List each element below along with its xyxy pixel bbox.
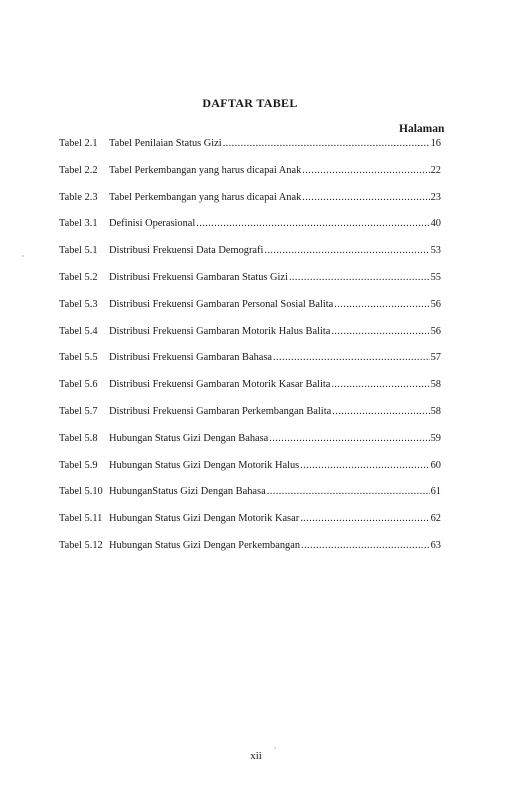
page-title: DAFTAR TABEL xyxy=(202,96,298,110)
scan-speck xyxy=(22,255,24,257)
list-item[interactable] xyxy=(59,218,441,245)
scan-speck xyxy=(274,747,276,749)
list-item[interactable] xyxy=(59,406,441,433)
table-title: Distribusi Frekuensi Gambaran Motorik Kasar Balita xyxy=(109,379,331,391)
table-title: Tabel Penilaian Status Gizi xyxy=(109,138,222,149)
table-number: Tabel 5.2 xyxy=(59,271,98,283)
table-number: Tabel 5.7 xyxy=(59,405,98,417)
table-number: Tabel 2.2 xyxy=(59,164,98,176)
dot-leader xyxy=(289,272,430,283)
dot-leader xyxy=(300,513,429,524)
list-item[interactable] xyxy=(59,352,441,379)
table-title: Distribusi Frekuensi Gambaran Perkembangan Balita xyxy=(109,405,332,417)
list-item[interactable] xyxy=(59,379,441,406)
table-title: Distribusi Frekuensi Gambaran Bahasa xyxy=(109,352,273,364)
dot-leader xyxy=(334,299,429,310)
table-page-number: 16 xyxy=(430,138,441,149)
table-page-number: 61 xyxy=(430,486,441,498)
table-page-number: 55 xyxy=(430,271,441,283)
dot-leader xyxy=(223,138,430,149)
table-page-number: 40 xyxy=(430,218,441,230)
list-item[interactable] xyxy=(59,245,441,272)
table-title: Distribusi Frekuensi Gambaran Personal Sosial Balita xyxy=(109,298,334,310)
dot-leader xyxy=(269,433,429,444)
table-title: Tabel Perkembangan yang harus dicapai Anak xyxy=(109,164,302,176)
table-page-number: 53 xyxy=(430,245,441,257)
table-number: Tabel 5.3 xyxy=(59,298,98,310)
table-number: Tabel 5.9 xyxy=(59,459,98,471)
table-title: Hubungan Status Gizi Dengan Perkembangan xyxy=(109,539,301,551)
table-page-number: 60 xyxy=(430,459,441,471)
table-title: Hubungan Status Gizi Dengan Motorik Kasar xyxy=(109,513,300,525)
page-column-header: Halaman xyxy=(399,123,445,135)
table-number: Tabel 5.4 xyxy=(59,325,98,337)
list-item[interactable] xyxy=(59,138,441,165)
list-item[interactable] xyxy=(59,299,441,326)
table-page-number: 56 xyxy=(430,298,441,310)
table-number: Tabel 2.1 xyxy=(59,138,98,149)
table-number: Tabel 5.12 xyxy=(59,539,103,551)
table-page-number: 58 xyxy=(430,405,441,417)
table-number: Tabel 5.8 xyxy=(59,432,98,444)
page-number: xii xyxy=(250,750,262,762)
table-number: Tabel 5.5 xyxy=(59,352,98,364)
table-title: Distribusi Frekuensi Gambaran Motorik Halus Balita xyxy=(109,325,331,337)
table-number: Tabel 3.1 xyxy=(59,218,98,230)
dot-leader xyxy=(273,352,430,363)
table-page-number: 62 xyxy=(430,513,441,525)
dot-leader xyxy=(301,540,430,551)
table-title: Distribusi Frekuensi Gambaran Status Gizi xyxy=(109,271,288,283)
table-title: Distribusi Frekuensi Data Demografi xyxy=(109,245,264,257)
table-page-number: 57 xyxy=(430,352,441,364)
table-number: Table 2.3 xyxy=(59,191,98,203)
table-number: Tabel 5.1 xyxy=(59,245,98,257)
dot-leader xyxy=(264,245,429,256)
dot-leader xyxy=(302,192,429,203)
dot-leader xyxy=(332,406,429,417)
table-page-number: 22 xyxy=(430,164,441,176)
dot-leader xyxy=(331,379,429,390)
table-title: Hubungan Status Gizi Dengan Motorik Halus xyxy=(109,459,300,471)
table-page-number: 56 xyxy=(430,325,441,337)
list-item[interactable] xyxy=(59,165,441,192)
table-page-number: 23 xyxy=(430,191,441,203)
table-list xyxy=(59,138,441,567)
table-title: Definisi Operasional xyxy=(109,218,196,230)
table-page-number: 59 xyxy=(430,432,441,444)
dot-leader xyxy=(331,326,429,337)
list-item[interactable] xyxy=(59,433,441,460)
table-title: Tabel Perkembangan yang harus dicapai Anak xyxy=(109,191,302,203)
list-item[interactable] xyxy=(59,486,441,513)
list-item[interactable] xyxy=(59,272,441,299)
list-item[interactable] xyxy=(59,460,441,487)
list-item[interactable] xyxy=(59,540,441,567)
table-title: Hubungan Status Gizi Dengan Bahasa xyxy=(109,432,269,444)
table-page-number: 58 xyxy=(430,379,441,391)
table-page-number: 63 xyxy=(430,539,441,551)
list-item[interactable] xyxy=(59,513,441,540)
list-item[interactable] xyxy=(59,192,441,219)
table-number: Tabel 5.11 xyxy=(59,513,103,525)
table-number: Tabel 5.6 xyxy=(59,379,98,391)
dot-leader xyxy=(300,460,429,471)
table-title: HubunganStatus Gizi Dengan Bahasa xyxy=(109,486,266,498)
table-number: Tabel 5.10 xyxy=(59,486,103,498)
list-item[interactable] xyxy=(59,326,441,353)
dot-leader xyxy=(196,218,429,229)
dot-leader xyxy=(267,486,430,497)
dot-leader xyxy=(302,165,429,176)
